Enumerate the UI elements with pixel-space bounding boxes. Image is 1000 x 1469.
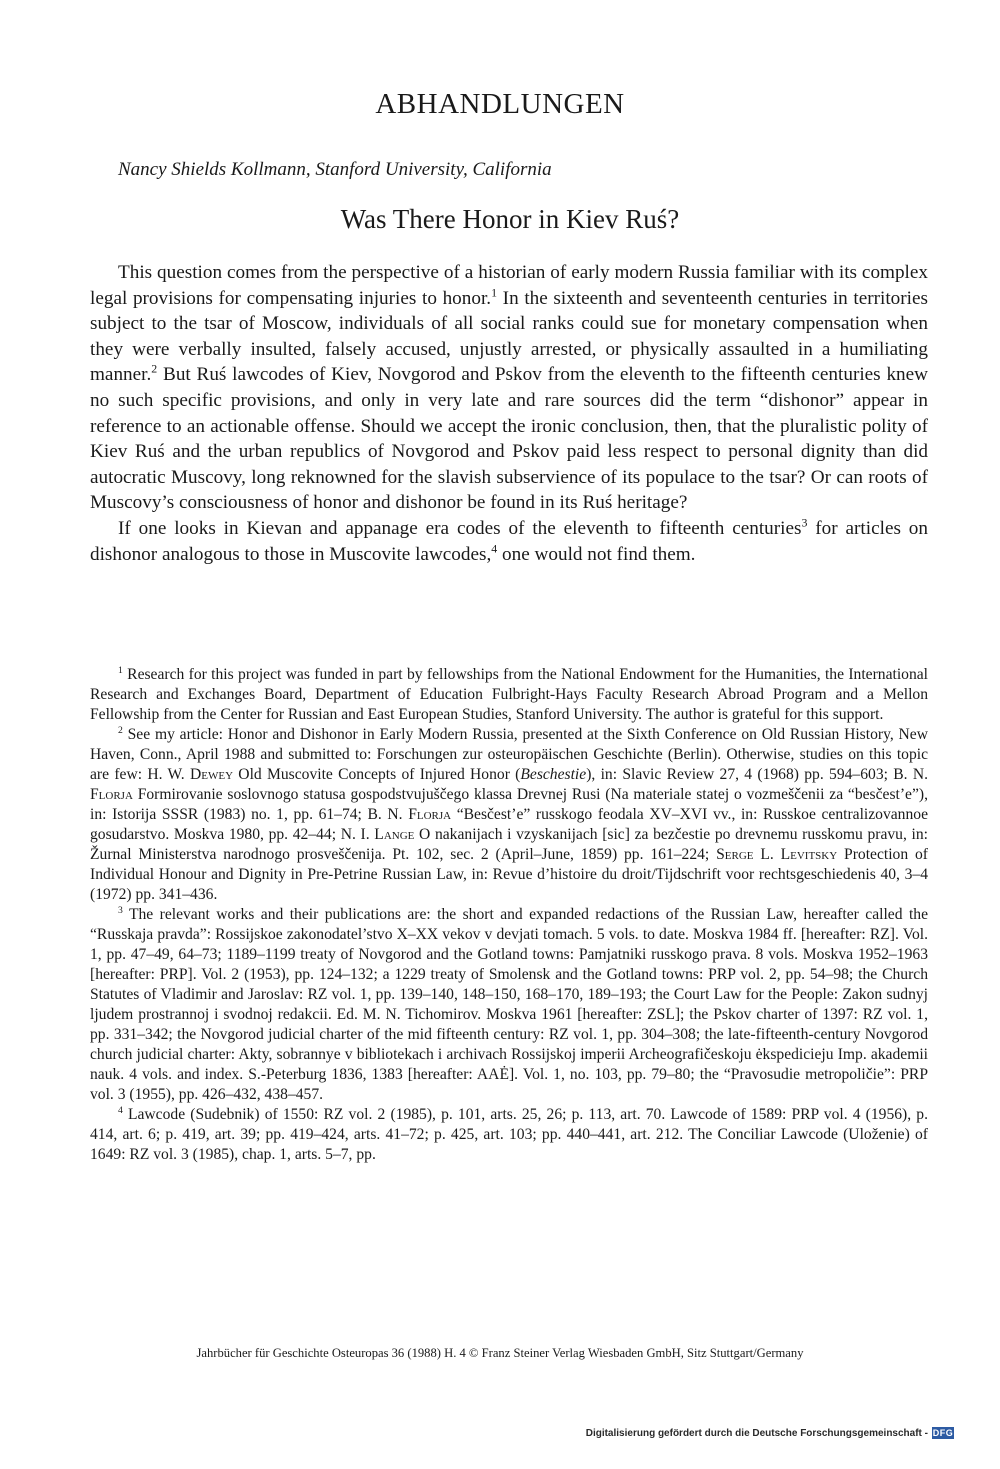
dfg-logo-icon: DFG bbox=[932, 1428, 954, 1438]
author-name-smallcaps: Florja bbox=[90, 786, 133, 803]
body-text-span: one would not find them. bbox=[497, 543, 696, 565]
footnote-text: Old Muscovite Concepts of Injured Honor ( bbox=[233, 766, 521, 783]
article-body bbox=[90, 260, 928, 567]
footnote-text: Research for this project was funded in part by fellowships from the National Endowment for the Humanities, the International Research and Exchanges Board, Department of Education Fulbright-Hays Faculty Research Abroad Program and a Mellon Fellowship from the Center for Russian and East European Studies, Stanford University. The author is grateful for this support. bbox=[90, 666, 928, 723]
footnote-mark: 2 bbox=[118, 724, 123, 736]
author-line: Nancy Shields Kollmann, Stanford University, California bbox=[118, 159, 552, 180]
footnote-mark: 3 bbox=[118, 904, 123, 916]
footnote-2 bbox=[90, 725, 928, 905]
body-paragraph-1 bbox=[90, 260, 928, 516]
footnote-ref-3: 3 bbox=[801, 515, 808, 530]
footnote-text: The relevant works and their publications are: the short and expanded redactions of the Russian Law, hereafter called the “Russkaja pravda”: Rossijskoe zakonodatel’stvo X–XX vekov v devjati tomach. 5 vols. to date. Moskva 1984 ff. [hereafter: RZ]. Vol. 1, pp. 47–49, 64–73; 1189–1199 treaty of Novgorod and the Gotland towns: Pamjatniki russkogo prava. 8 vols. Moskva 1952–1963 [hereafter: PRP]. Vol. 2 (1953), pp. 124–132; a 1229 treaty of Smolensk and the Gotland towns: PRP vol. 2, pp. 54–98; the Church Statutes of Vladimir and Jaroslav: RZ vol. 1, pp. 139–140, 148–150, 168–170, 189–193; the Court Law for the People: Zakon sudnyj ljudem prostrannoj i svodnoj redakcii. Ed. M. N. Tichomirov. Moskva 1961 [hereafter: ZSL]; the Pskov charter of 1397: RZ vol. 1, pp. 331–342; the Novgorod judicial charter of the mid fifteenth century: RZ vol. 1, pp. 304–308; the late-fifteenth-century Novgorod church judicial charter: Akty, sobrannye v bibliotekach i archivach Rossijskoj imperii Archeografičeskoju ėkspedicieju Imp. akademii nauk. 4 vols. and index. S.-Peterburg 1836, 1383 [hereafter: AAĖ]. Vol. 1, no. 103, pp. 79–80; the “Pravosudie metropoličie”: PRP vol. 3 (1955), pp. 426–432, 438–457. bbox=[90, 906, 928, 1103]
footnotes bbox=[90, 665, 928, 1165]
digitization-credit bbox=[586, 1427, 954, 1439]
footnote-text: Lawcode (Sudebnik) of 1550: RZ vol. 2 (1985), p. 101, arts. 25, 26; p. 113, art. 70. Lawcode of 1589: PRP vol. 4 (1956), p. 414, art. 6; p. 419, art. 39; pp. 419–424, arts. 41–72; p. 425, art. 103; pp. 440–441, art. 212. The Conciliar Lawcode (Uloženie) of 1649: RZ vol. 3 (1985), chap. 1, arts. 5–7, pp. bbox=[90, 1106, 928, 1163]
body-paragraph-2 bbox=[90, 516, 928, 567]
journal-footer: Jahrbücher für Geschichte Osteuropas 36 (1988) H. 4 © Franz Steiner Verlag Wiesbaden GmbH, Sitz Stuttgart/Germany bbox=[196, 1346, 804, 1360]
footnote-text: Protection of Individual Honour and Dignity in Pre-Petrine Russian Law, in: Revue d’histoire du droit/Tijdschrift voor rechtsgeschiedenis 40, 3–4 (1972) pp. 341–436. bbox=[90, 846, 928, 903]
body-text-span: If one looks in Kievan and appanage era codes of the eleventh to fifteenth centuries bbox=[118, 517, 802, 539]
footnote-ref-1: 1 bbox=[491, 285, 498, 300]
body-text-span: In the sixteenth and seventeenth centuries in territories subject to the tsar of Moscow, individuals of all social ranks could sue for monetary compensation when they were verbally insulted, falsely accused, unjustly arrested, or physically assaulted in a humiliating manner. bbox=[90, 287, 928, 386]
section-title: ABHANDLUNGEN bbox=[375, 88, 625, 120]
footnote-text: See my article: Honor and Dishonor in Early Modern Russia, presented at the Sixth Conference on Old Russian History, New Haven, Conn., April 1988 and submitted to: Forschungen zur osteuropäischen Geschichte (Berlin). Otherwise, studies on this topic are few: H. W. bbox=[90, 726, 928, 783]
footnote-text: Formirovanie soslovnogo statusa gospodstvujuščego klassa Drevnej Rusi (Na materiale statej o vozmeščenii za “besčest’e”), in: Istorija SSSR (1983) no. 1, pp. 61–74; B. N. bbox=[90, 786, 928, 823]
body-text-span: This question comes from the perspective of a historian of early modern Russia familiar with its complex legal provisions for compensating injuries to honor. bbox=[90, 262, 928, 309]
footnote-ref-4: 4 bbox=[491, 541, 498, 556]
footnote-ref-2: 2 bbox=[151, 361, 158, 376]
footnote-mark: 4 bbox=[118, 1104, 123, 1116]
footnote-text: “Besčest’e” russkogo feodala XV–XVI vv., in: Russkoe centralizovannoe gosudarstvo. Moskva 1980, pp. 42–44; N. I. bbox=[90, 806, 928, 843]
author-name-smallcaps: Lange bbox=[374, 826, 415, 843]
footnote-4 bbox=[90, 1105, 928, 1165]
footnote-text: ), in: Slavic Review 27, 4 (1968) pp. 594–603; B. N. bbox=[586, 766, 928, 783]
author-name-smallcaps: Serge L. Levitsky bbox=[716, 846, 838, 863]
author-name-smallcaps: Florja bbox=[408, 806, 452, 823]
author-name-smallcaps: Dewey bbox=[189, 766, 234, 783]
italic-term: Beschestie bbox=[520, 766, 587, 783]
body-text-span: for articles on dishonor analogous to those in Muscovite lawcodes, bbox=[90, 517, 928, 565]
footnote-mark: 1 bbox=[118, 664, 123, 676]
article-title: Was There Honor in Kiev Ruś? bbox=[340, 204, 680, 234]
footnote-1 bbox=[90, 665, 928, 725]
footnote-text: O nakanijach i vzyskanijach [sic] za bezčestie po drevnemu russkomu pravu, in: Žurnal Ministerstva narodnogo prosveščenija. Pt. 102, sec. 2 (April–June, 1859) pp. 161–224; bbox=[90, 826, 928, 863]
footnote-3 bbox=[90, 905, 928, 1105]
credit-text: Digitalisierung gefördert durch die Deutsche Forschungsgemeinschaft - bbox=[585, 1427, 928, 1439]
body-text-span: But Ruś lawcodes of Kiev, Novgorod and Pskov from the eleventh to the fifteenth centuries knew no such specific provisions, and only in very late and rare sources did the term “dishonor” appear in reference to an actionable offense. Should we accept the ironic conclusion, then, that the pluralistic polity of Kiev Ruś and the urban republics of Novgorod and Pskov paid less respect to personal dignity than did autocratic Muscovy, long reknowned for the slavish subservience of its populace to the tsar? Or can roots of Muscovy’s consciousness of honor and dishonor be found in its Ruś heritage? bbox=[90, 364, 928, 514]
